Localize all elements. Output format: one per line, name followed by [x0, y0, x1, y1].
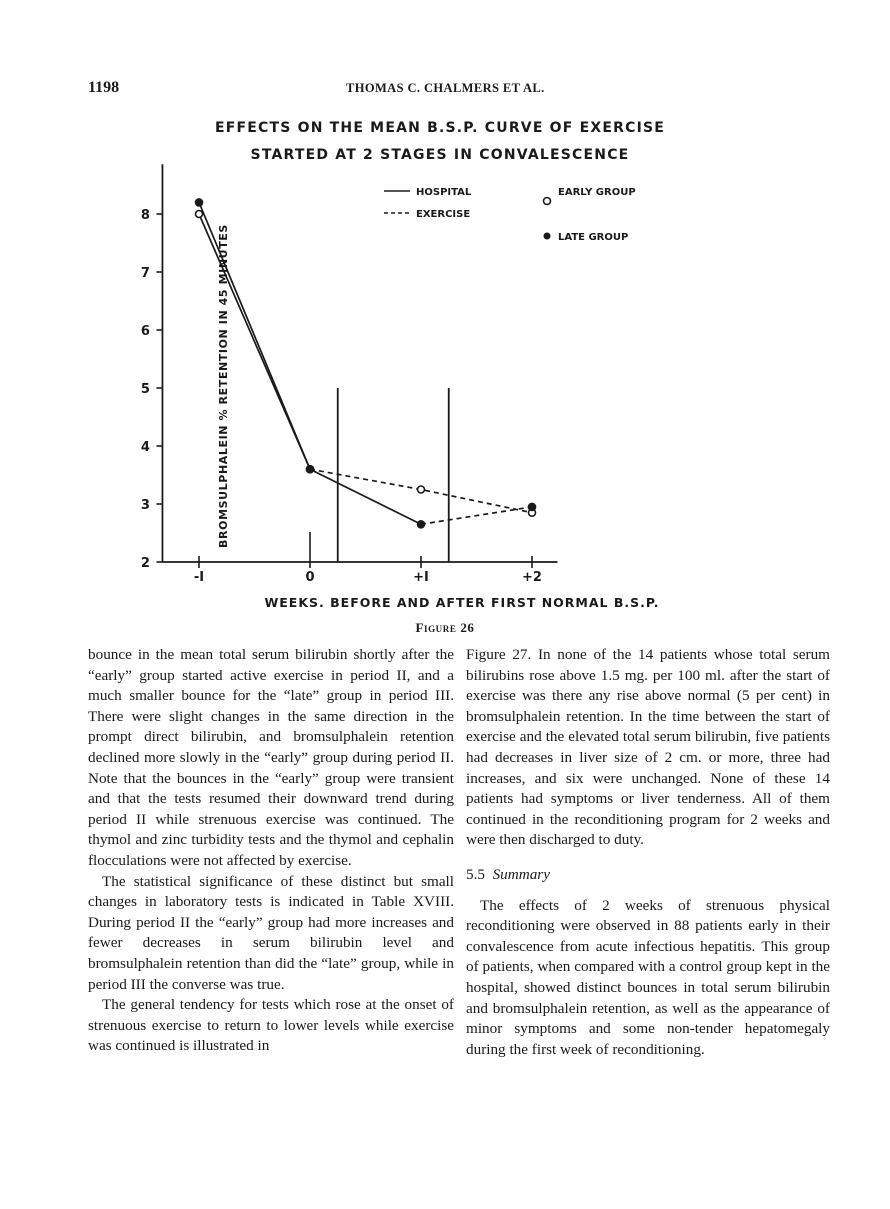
right-paragraph-1: Figure 27. In none of the 14 patients whose total serum bilirubins rose above 1.5 mg. per 100 ml. after the start of exercise was there any rise above normal (5 per cent) in bromsulphalein retention. In the time between the start of exercise and the elevated total serum bilirubin, five patients had decreases in liver size of 2 cm. or more, three had increases, and six were unchanged. None of these 14 patients had symptoms or liver tenderness. All of them continued in the reconditioning program for 2 weeks and were then discharged to duty. — [466, 646, 830, 849]
section-title: Summary — [492, 865, 550, 883]
y-tick-label: 3 — [140, 498, 150, 513]
legend-early-label: EARLY GROUP — [558, 187, 636, 198]
left-paragraph-3: The general tendency for tests which rose at the onset of strenuous exercise to return to lower levels while exercise was continued is illustrated in — [88, 996, 454, 1055]
left-paragraph-2: The statistical significance of these distinct but small changes in laboratory tests is indicated in Table XVIII. During period II the “early” group had more increases and fewer decreases in serum bilirubin level and bromsulphalein retention than did the “late” group, while in period III the converse was true. — [88, 872, 454, 993]
late-group-point — [196, 199, 203, 206]
left-paragraph-1: bounce in the mean total serum bilirubin shortly after the “early” group started active exercise in period II, and a much smaller bounce for the “late” group in period III. There were slight changes in the same direction in the prompt direct bilirubin, and bromsulphalein retention declined more slowly in the “early” group during period II. Note that the bounces in the “early” group were transient and that the tests resumed their downward trend during period II while strenuous exercise was continued. The thymol and zinc turbidity tests and the thymol and cephalin flocculations were not affected by exercise. — [88, 646, 454, 869]
x-axis-title: WEEKS. BEFORE AND AFTER FIRST NORMAL B.S.P. — [264, 595, 660, 610]
figure-title-line-2: STARTED AT 2 STAGES IN CONVALESCENCE — [250, 147, 630, 163]
y-tick-label: 5 — [140, 382, 150, 397]
x-tick-label: -I — [193, 570, 205, 585]
late-group-point — [529, 503, 536, 510]
section-number: 5.5 — [466, 865, 485, 883]
y-tick-label: 8 — [140, 208, 150, 223]
legend-hospital-label: HOSPITAL — [416, 187, 472, 198]
legend-exercise-label: EXERCISE — [416, 209, 471, 220]
running-head: THOMAS C. CHALMERS ET AL. — [346, 81, 545, 95]
late-group-point — [418, 521, 425, 528]
figure-caption: Figure 26 — [415, 620, 475, 635]
y-axis-title: BROMSULPHALEIN % RETENTION IN 45 MINUTES — [217, 224, 230, 548]
early-group-point — [418, 486, 425, 493]
left-column — [88, 645, 454, 1057]
x-tick-label: +I — [413, 570, 429, 585]
legend-early-marker — [544, 198, 551, 205]
y-tick-label: 4 — [140, 440, 150, 455]
y-tick-label: 2 — [140, 556, 150, 571]
late-group-point — [307, 466, 314, 473]
right-paragraph-2: The effects of 2 weeks of strenuous physical reconditioning were observed in 88 patients early in their convalescence from acute infectious hepatitis. This group of patients, when compared with a control group kept in the hospital, showed distinct bounces in total serum bilirubin and bromsulphalein retention, as well as the appearance of minor symptoms and some non-tender hepatomegaly during the first week of reconditioning. — [466, 896, 830, 1058]
right-column — [466, 645, 830, 1060]
figure-title-line-1: EFFECTS ON THE MEAN B.S.P. CURVE OF EXERCISE — [214, 120, 666, 136]
early-group-point — [196, 211, 203, 218]
y-tick-label: 7 — [140, 266, 150, 281]
legend-late-label: LATE GROUP — [558, 232, 629, 243]
page-number: 1198 — [88, 79, 120, 96]
x-tick-label: 0 — [305, 570, 315, 585]
late-group-hospital-line — [199, 202, 421, 524]
section-heading — [466, 865, 830, 886]
y-tick-label: 6 — [140, 324, 150, 339]
legend-late-marker — [544, 233, 551, 240]
x-tick-label: +2 — [522, 570, 542, 585]
